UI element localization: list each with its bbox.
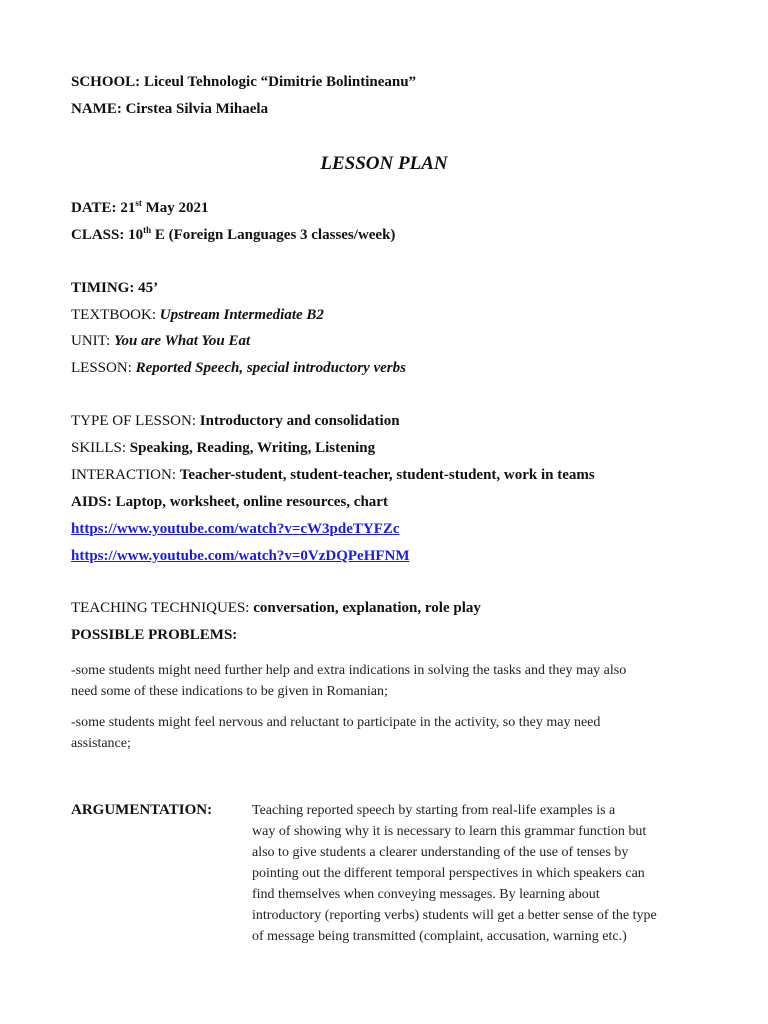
class-line [71,225,396,243]
class-sup: th [143,225,152,235]
problem-2-line-2: assistance; [71,736,131,751]
type-label: TYPE OF LESSON: [71,413,197,429]
lesson-label: LESSON: [71,360,132,376]
problem-1-line-1: -some students might need further help and extra indications in solving the tasks and they may also [71,663,627,678]
class-rest: E (Foreign Languages 3 classes/week) [154,227,396,243]
date-day: 21 [120,200,136,216]
date-sup: st [135,198,142,208]
link-line-1 [71,522,400,537]
unit-label: UNIT: [71,333,111,349]
problems-heading: POSSIBLE PROBLEMS: [71,627,238,643]
techniques-label: TEACHING TECHNIQUES: [71,600,250,616]
timing-line [71,281,158,296]
timing-label: TIMING: [71,280,135,296]
argumentation-line: pointing out the different temporal perspectives in which speakers can [252,866,645,881]
name-label: NAME: [71,101,122,117]
type-line [71,414,400,429]
aids-value: Laptop, worksheet, online resources, chart [115,494,388,510]
skills-line [71,441,375,456]
problem-1-line-2: need some of these indications to be given in Romanian; [71,684,388,699]
date-label: DATE: [71,200,117,216]
school-value: Liceul Tehnologic “Dimitrie Bolintineanu” [143,74,417,90]
skills-label: SKILLS: [71,440,127,456]
argumentation-line: way of showing why it is necessary to learn this grammar function but [252,824,647,839]
name-line [71,102,268,117]
school-line [71,75,416,90]
argumentation-line: introductory (reporting verbs) students will get a better sense of the type [252,908,657,923]
unit-line [71,334,250,349]
textbook-label: TEXTBOOK: [71,307,156,323]
class-num: 10 [128,227,144,243]
problem-paragraph-1 [71,660,691,702]
argumentation-label: ARGUMENTATION: [71,802,213,818]
unit-value: You are What You Eat [114,333,251,349]
argumentation-line: also to give students a clearer understanding of the use of tenses by [252,845,629,860]
class-label: CLASS: [71,227,125,243]
problem-2-line-1: -some students might feel nervous and reluctant to participate in the activity, so they may need [71,715,601,730]
type-value: Introductory and consolidation [199,413,400,429]
youtube-link-1[interactable]: https://www.youtube.com/watch?v=cW3pdeTYFZc [71,521,400,537]
argumentation-line: Teaching reported speech by starting from real-life examples is a [252,803,616,818]
interaction-label: INTERACTION: [71,467,176,483]
argumentation-line: of message being transmitted (complaint, accusation, warning etc.) [252,929,627,944]
timing-value: 45’ [138,280,159,296]
argumentation-text [252,800,697,947]
techniques-line [71,601,481,616]
name-value: Cirstea Silvia Mihaela [125,101,269,117]
problem-paragraph-2 [71,712,691,754]
school-label: SCHOOL: [71,74,141,90]
date-rest: May 2021 [145,200,209,216]
lesson-line [71,361,406,376]
textbook-line [71,308,324,323]
date-line [71,198,209,216]
aids-label: AIDS: [71,494,112,510]
interaction-line [71,468,595,483]
interaction-value: Teacher-student, student-teacher, student-student, work in teams [179,467,595,483]
aids-line [71,495,388,510]
argumentation-line: find themselves when conveying messages. By learning about [252,887,600,902]
youtube-link-2[interactable]: https://www.youtube.com/watch?v=0VzDQPeHFNM [71,548,410,564]
page-title: LESSON PLAN [320,153,448,174]
textbook-value: Upstream Intermediate B2 [159,307,324,323]
lesson-value: Reported Speech, special introductory verbs [135,360,406,376]
skills-value: Speaking, Reading, Writing, Listening [129,440,376,456]
techniques-value: conversation, explanation, role play [253,600,481,616]
link-line-2 [71,549,410,564]
